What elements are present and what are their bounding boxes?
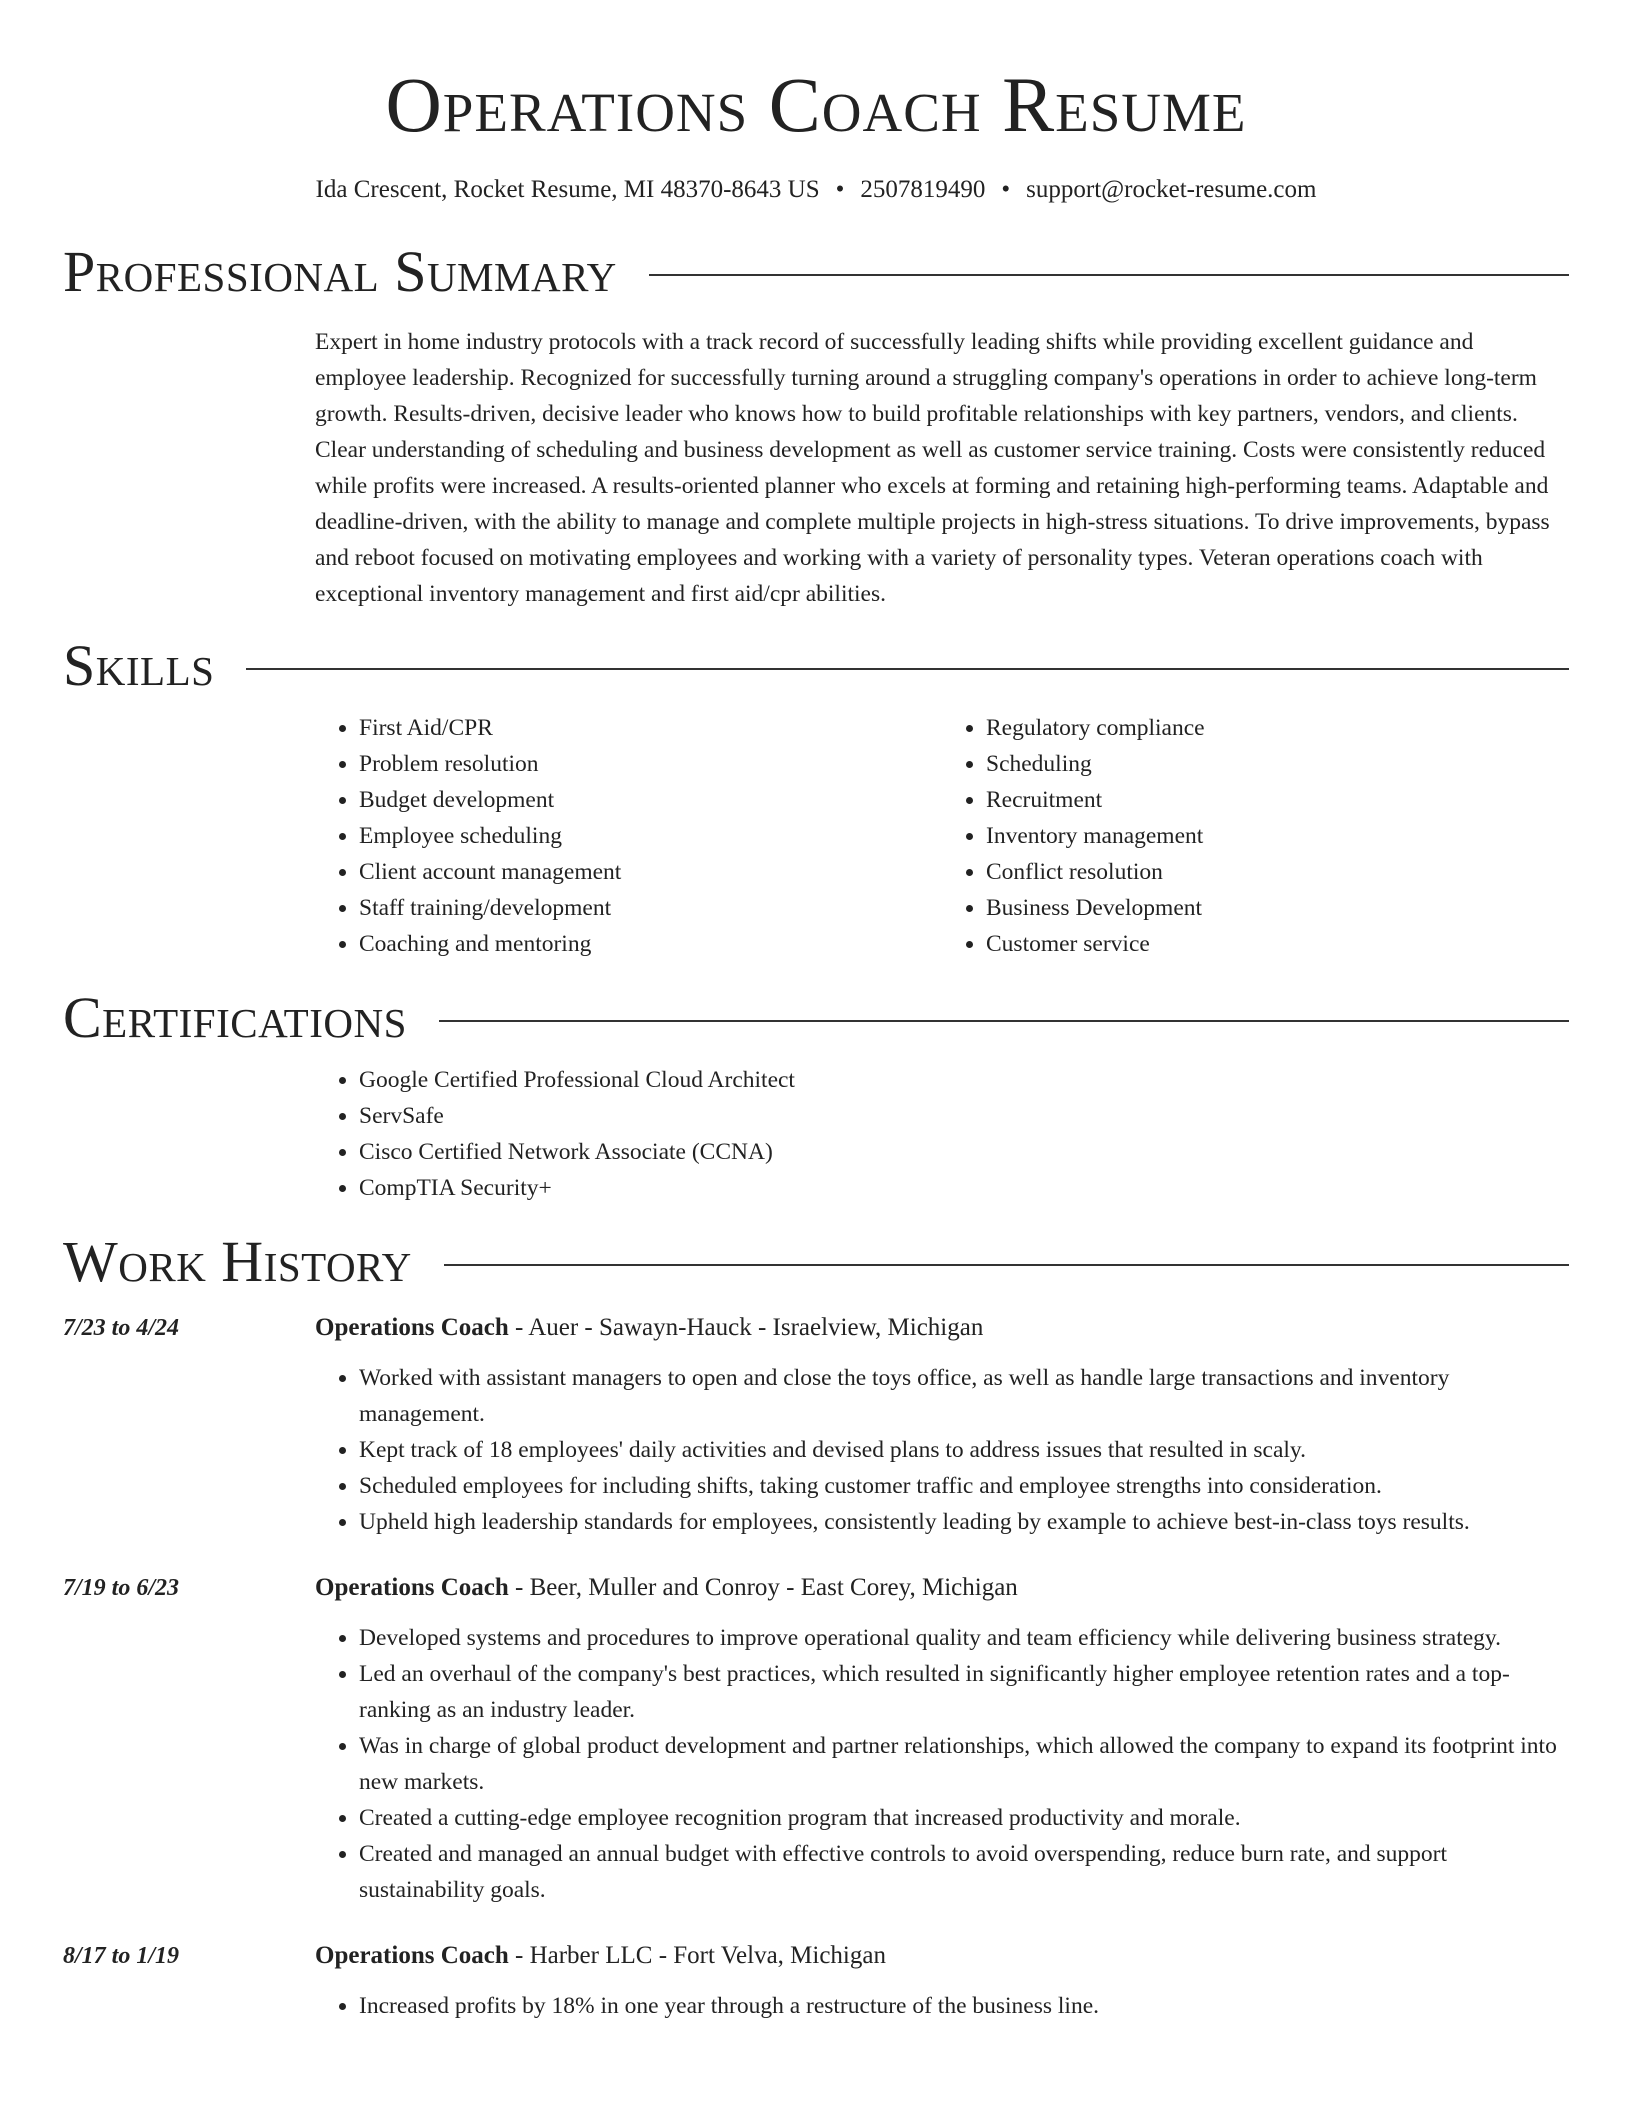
- work-history-header: [63, 1229, 1569, 1294]
- skills-title: Skills: [63, 633, 215, 698]
- certification-item: • CompTIA Security+: [359, 1170, 1569, 1206]
- job-dates: 7/23 to 4/24: [63, 1315, 180, 1341]
- job-dates: 8/17 to 1/19: [63, 1943, 180, 1969]
- skill-item: • Budget development: [359, 782, 942, 818]
- section-divider: [444, 1264, 1569, 1266]
- contact-separator: •: [835, 176, 845, 203]
- skill-item: • Scheduling: [986, 746, 1569, 782]
- certification-item: • Google Certified Professional Cloud Architect: [359, 1062, 1569, 1098]
- job-bullet: • Developed systems and procedures to improve operational quality and team efficiency while delivering business strategy.: [359, 1620, 1569, 1656]
- job-bullet: • Worked with assistant managers to open and close the toys office, as well as handle large transactions and inventory management.: [359, 1360, 1569, 1432]
- certifications-content: [315, 1062, 1569, 1206]
- job-heading: [315, 1570, 1569, 1606]
- certifications-title: Certifications: [63, 985, 407, 1050]
- job-details: [315, 1570, 1569, 1908]
- summary-title: Professional Summary: [63, 239, 617, 304]
- job-entry: [63, 1310, 1569, 1540]
- job-employer: - Auer - Sawayn-Hauck - Israelview, Michigan: [508, 1314, 984, 1341]
- certifications-header: [63, 985, 1569, 1050]
- resume-title: Operations Coach Resume: [385, 61, 1247, 148]
- skills-header: [63, 633, 1569, 698]
- job-entry: [63, 1570, 1569, 1908]
- skill-item: • Recruitment: [986, 782, 1569, 818]
- job-employer: - Beer, Muller and Conroy - East Corey, Michigan: [508, 1574, 1018, 1601]
- skill-item: • Client account management: [359, 854, 942, 890]
- job-title: Operations Coach: [315, 1314, 509, 1341]
- job-heading: [315, 1310, 1569, 1346]
- skill-item: • Problem resolution: [359, 746, 942, 782]
- job-entry: [63, 1938, 1569, 2024]
- skill-item: • Inventory management: [986, 818, 1569, 854]
- summary-text: Expert in home industry protocols with a track record of successfully leading shifts while providing excellent guidance and employee leadership. Recognized for successfully turning around a struggling company's operations in order to achieve long-term growth. Results-driven, decisive leader who knows how to build profitable relationships with key partners, vendors, and clients. Clear understanding of scheduling and business development as well as customer service training. Costs were consistently reduced while profits were increased. A results-oriented planner who excels at forming and retaining high-performing teams. Adaptable and deadline-driven, with the ability to manage and complete multiple projects in high-stress situations. To drive improvements, bypass and reboot focused on motivating employees and working with a variety of personality types. Veteran operations coach with exceptional inventory management and first aid/cpr abilities.: [315, 329, 1550, 607]
- job-title: Operations Coach: [315, 1942, 509, 1969]
- contact-phone: 2507819490: [860, 176, 986, 203]
- work-history-title: Work History: [63, 1229, 412, 1294]
- certifications-list: [315, 1062, 1569, 1206]
- job-bullet: • Was in charge of global product development and partner relationships, which allowed the company to expand its footprint into new markets.: [359, 1728, 1569, 1800]
- skill-item: • Regulatory compliance: [986, 710, 1569, 746]
- skill-item: • Staff training/development: [359, 890, 942, 926]
- certifications-section: [63, 985, 1569, 1206]
- skill-item: • Coaching and mentoring: [359, 926, 942, 962]
- skills-list-left: [315, 710, 942, 962]
- job-title: Operations Coach: [315, 1574, 509, 1601]
- contact-separator: •: [1001, 176, 1011, 203]
- skill-item: • First Aid/CPR: [359, 710, 942, 746]
- job-bullet: • Increased profits by 18% in one year through a restructure of the business line.: [359, 1988, 1569, 2024]
- summary-header: [63, 239, 1569, 304]
- job-bullet: • Kept track of 18 employees' daily activities and devised plans to address issues that resulted in scaly.: [359, 1432, 1569, 1468]
- skills-columns: [315, 710, 1569, 962]
- skill-item: • Customer service: [986, 926, 1569, 962]
- job-details: [315, 1938, 1569, 2024]
- job-employer: - Harber LLC - Fort Velva, Michigan: [508, 1942, 886, 1969]
- job-bullet: • Led an overhaul of the company's best practices, which resulted in significantly higher employee retention rates and a top-ranking as an industry leader.: [359, 1656, 1569, 1728]
- skill-item: • Employee scheduling: [359, 818, 942, 854]
- contact-address: Ida Crescent, Rocket Resume, MI 48370-8643 US: [315, 176, 820, 203]
- job-bullet: • Created and managed an annual budget with effective controls to avoid overspending, reduce burn rate, and support sustainability goals.: [359, 1836, 1569, 1908]
- section-divider: [439, 1020, 1569, 1022]
- job-bullets: [315, 1988, 1569, 2024]
- contact-line: [63, 172, 1569, 208]
- job-bullets: [315, 1620, 1569, 1908]
- skills-list-right: [942, 710, 1569, 962]
- skills-section: [63, 633, 1569, 962]
- job-details: [315, 1310, 1569, 1540]
- skill-item: • Conflict resolution: [986, 854, 1569, 890]
- certification-item: • Cisco Certified Network Associate (CCNA): [359, 1134, 1569, 1170]
- section-divider: [649, 274, 1569, 276]
- work-history-section: [63, 1229, 1569, 2024]
- skill-item: • Business Development: [986, 890, 1569, 926]
- contact-email: support@rocket-resume.com: [1026, 176, 1317, 203]
- section-divider: [246, 668, 1569, 670]
- job-bullet: • Created a cutting-edge employee recognition program that increased productivity and morale.: [359, 1800, 1569, 1836]
- job-heading: [315, 1938, 1569, 1974]
- job-bullets: [315, 1360, 1569, 1540]
- certification-item: • ServSafe: [359, 1098, 1569, 1134]
- job-bullet: • Upheld high leadership standards for employees, consistently leading by example to achieve best-in-class toys results.: [359, 1504, 1569, 1540]
- summary-section: [63, 239, 1569, 612]
- job-bullet: • Scheduled employees for including shifts, taking customer traffic and employee strengths into consideration.: [359, 1468, 1569, 1504]
- job-dates: 7/19 to 6/23: [63, 1575, 180, 1601]
